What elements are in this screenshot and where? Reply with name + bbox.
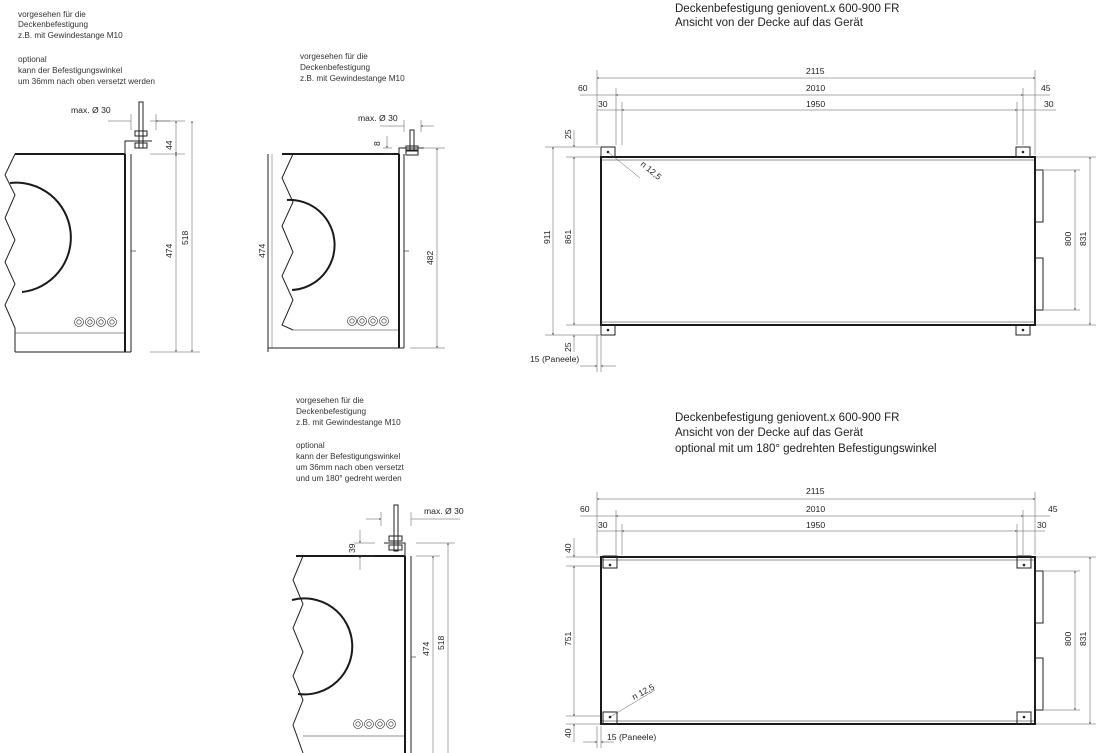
dim-2010: 2010 — [806, 504, 826, 514]
dim-911: 911 — [542, 230, 552, 244]
dim-1950: 1950 — [806, 99, 826, 109]
dim-831: 831 — [1078, 631, 1088, 646]
unit-outline — [601, 157, 1035, 325]
note-line: um 36mm nach oben versetzt werden — [18, 77, 155, 86]
title-line-2: Ansicht von der Decke auf das Gerät — [675, 17, 863, 29]
dim-474: 474 — [421, 641, 431, 656]
unit-outline — [601, 557, 1035, 724]
dim-radius: n 12,5 — [638, 158, 664, 182]
dim-25: 25 — [563, 342, 573, 352]
note-line: z.B. mit Gewindestange M10 — [300, 74, 405, 83]
note-line: vorgesehen für die — [18, 10, 86, 19]
side-view-bottom-middle — [292, 505, 464, 753]
dim-60: 60 — [578, 83, 588, 93]
dim-1950: 1950 — [806, 520, 826, 530]
note-top-middle — [300, 52, 405, 83]
ceiling-view-top-right — [530, 3, 1096, 372]
dim-831: 831 — [1078, 231, 1088, 246]
note-line: z.B. mit Gewindestange M10 — [296, 418, 401, 427]
note-line: um 36mm nach oben versetzt — [296, 463, 404, 472]
title-line-2: Ansicht von der Decke auf das Gerät — [675, 427, 863, 439]
title-line-1: Deckenbefestigung geniovent.x 600-900 FR — [675, 412, 900, 424]
dim-39: 39 — [347, 543, 357, 553]
duct-stub — [1035, 658, 1043, 710]
side-view-top-middle — [257, 113, 445, 352]
note-line: vorgesehen für die — [300, 52, 368, 61]
duct-stub — [1035, 170, 1043, 222]
title-line-1: Deckenbefestigung geniovent.x 600-900 FR — [675, 3, 900, 15]
dim-25: 25 — [563, 129, 573, 139]
ceiling-view-bottom-right — [563, 412, 1096, 748]
dim-2010: 2010 — [806, 83, 826, 93]
dim-518: 518 — [436, 635, 446, 650]
dim-max-diameter: max. Ø 30 — [424, 506, 464, 516]
connector-circles — [348, 317, 389, 326]
note-line: Deckenbefestigung — [300, 63, 371, 72]
dim-800: 800 — [1063, 631, 1073, 646]
dim-518: 518 — [180, 230, 190, 245]
dim-40: 40 — [563, 543, 573, 553]
dim-40: 40 — [563, 728, 573, 738]
note-line: optional — [296, 441, 325, 450]
dim-800: 800 — [1063, 231, 1073, 246]
dim-2115: 2115 — [806, 486, 825, 496]
dim-45: 45 — [1048, 504, 1058, 514]
dim-30: 30 — [598, 99, 608, 109]
dim-44: 44 — [164, 140, 174, 150]
connector-circles — [75, 318, 117, 327]
dim-45: 45 — [1041, 83, 1051, 93]
dim-474: 474 — [257, 243, 267, 258]
duct-stub — [1035, 258, 1043, 310]
note-line: Deckenbefestigung — [18, 20, 89, 29]
dim-paneele: 15 (Paneele) — [530, 354, 580, 364]
dim-30: 30 — [1037, 520, 1047, 530]
dim-8: 8 — [372, 141, 382, 146]
dim-paneele: 15 (Paneele) — [607, 732, 657, 742]
dim-2115: 2115 — [806, 66, 825, 76]
dim-max-diameter: max. Ø 30 — [358, 113, 398, 123]
dim-max-diameter: max. Ø 30 — [71, 105, 111, 115]
duct-stub — [1035, 571, 1043, 623]
title-line-3: optional mit um 180° gedrehten Befestigungswinkel — [675, 443, 937, 455]
note-top-left — [18, 10, 155, 86]
side-view-top-left — [5, 102, 200, 352]
note-line: kann der Befestigungswinkel — [18, 66, 123, 75]
note-line: Deckenbefestigung — [296, 407, 367, 416]
note-line: und um 180° gedreht werden — [296, 474, 402, 483]
dim-30: 30 — [598, 520, 608, 530]
dim-60: 60 — [580, 504, 590, 514]
note-line: vorgesehen für die — [296, 396, 364, 405]
dim-861: 861 — [563, 229, 573, 244]
connector-circles — [354, 720, 396, 729]
note-line: kann der Befestigungswinkel — [296, 452, 401, 461]
note-line: optional — [18, 55, 47, 64]
dim-751: 751 — [563, 631, 573, 646]
dim-radius: n 12,5 — [630, 681, 657, 702]
dim-482: 482 — [425, 250, 435, 265]
note-bottom-middle — [296, 396, 405, 483]
dim-474: 474 — [164, 243, 174, 258]
note-line: z.B. mit Gewindestange M10 — [18, 31, 123, 40]
dim-30: 30 — [1044, 99, 1054, 109]
